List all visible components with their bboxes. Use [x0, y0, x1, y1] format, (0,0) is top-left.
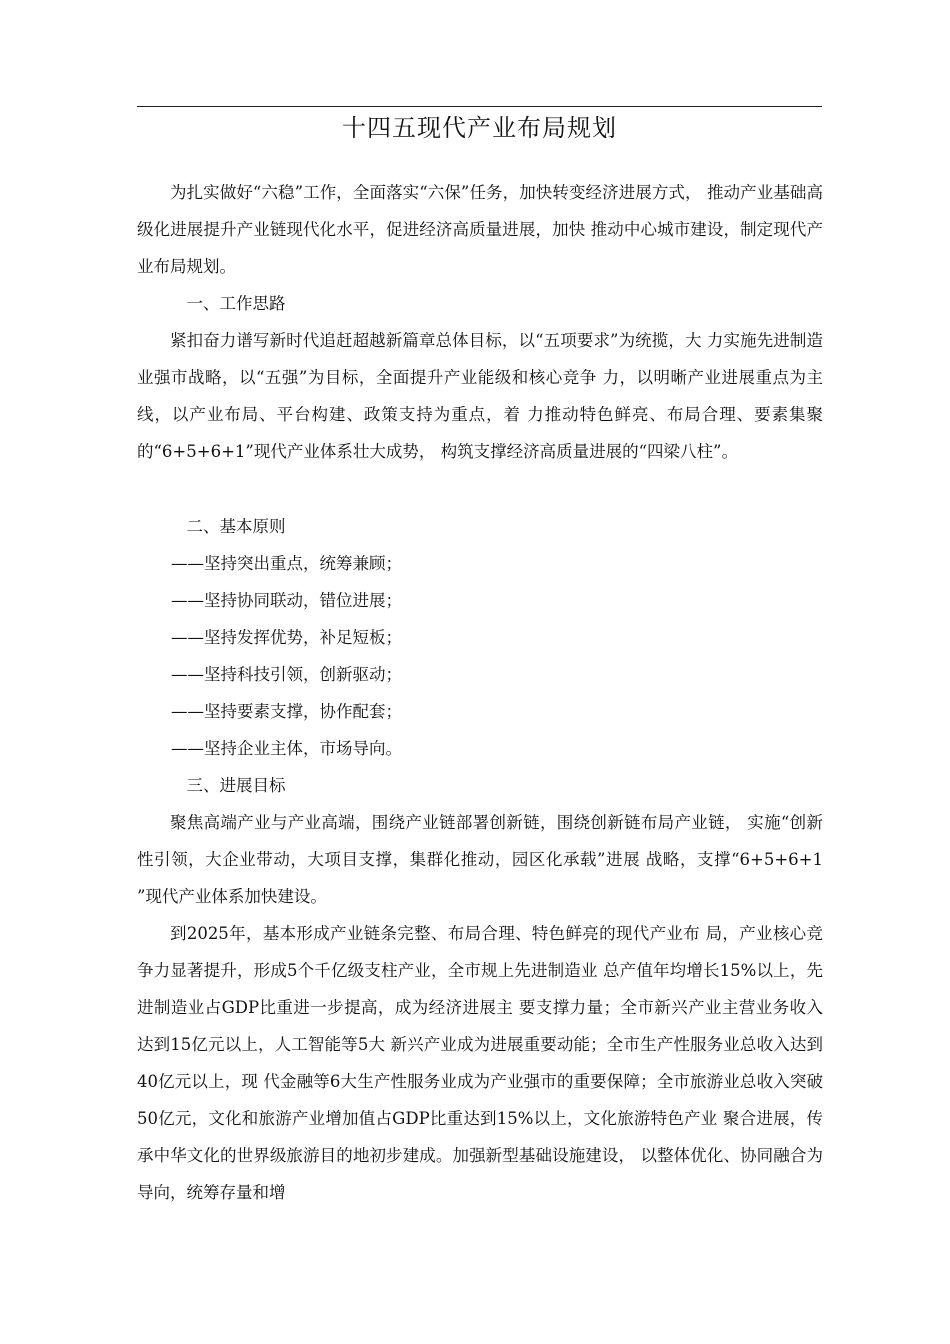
principle-item: ——坚持科技引领，创新驱动；: [171, 665, 402, 684]
section1-heading: 一、工作思路: [186, 294, 286, 313]
principle-item: ——坚持要素支撑，协作配套；: [171, 702, 402, 721]
section3-heading: 三、进展目标: [186, 776, 286, 795]
section3-paragraph-2: 到2025年，基本形成产业链条完整、布局合理、特色鲜亮的现代产业布 局，产业核心竞争力显著提升，形成5个千亿级支柱产业，全市规上先进制造业 总产值年均增长15%以上，先进制造业占GDP比重进一步提高，成为经济进展主 要支撑力量；全市新兴产业主营业务收入达到15亿元以上，人工智能等5大 新兴产业成为进展重要动能；全市生产性服务业总收入达到40亿元以上，现 代金融等6大生产性服务业成为产业强市的重要保障；全市旅游业总收入突破 50亿元，文化和旅游产业增加值占GDP比重达到15%以上，文化旅游特色产业 聚合进展，传承中华文化的世界级旅游目的地初步建成。加强新型基础设施建设， 以整体优化、协同融合为导向，统筹存量和增: [137, 924, 823, 1202]
principle-item: ——坚持企业主体，市场导向。: [171, 739, 402, 758]
principles-list: [137, 545, 823, 767]
top-rule: [137, 106, 822, 107]
principle-item: ——坚持协同联动，错位进展；: [171, 591, 402, 610]
section2-heading: 二、基本原则: [186, 517, 286, 536]
principle-item: ——坚持突出重点，统筹兼顾；: [171, 554, 402, 573]
intro-paragraph: 为扎实做好“六稳”工作，全面落实“六保”任务，加快转变经济进展方式， 推动产业基础高级化进展提升产业链现代化水平，促进经济高质量进展，加快 推动中心城市建设，制定现代产业布局规划。: [137, 183, 823, 276]
section3-paragraph-1: 聚焦高端产业与产业高端，围绕产业链部署创新链，围绕创新链布局产业链， 实施“创新性引领，大企业带动，大项目支撑，集群化推动，园区化承载”进展 战略，支撑“6+5+6+1 ”现代产业体系加快建设。: [137, 813, 823, 906]
section1-paragraph: 紧扣奋力谱写新时代追赶超越新篇章总体目标，以“五项要求”为统揽，大 力实施先进制造业强市战略，以“五强”为目标，全面提升产业能级和核心竞争 力，以明晰产业进展重点为主线，以产业布局、平台构建、政策支持为重点，着 力推动特色鲜亮、布局合理、要素集聚的“6+5+6+1”现代产业体系壮大成势， 构筑支撑经济高质量进展的“四梁八柱”。: [137, 331, 823, 461]
principle-item: ——坚持发挥优势，补足短板；: [171, 628, 402, 647]
document-title: 十四五现代产业布局规划: [342, 114, 617, 142]
